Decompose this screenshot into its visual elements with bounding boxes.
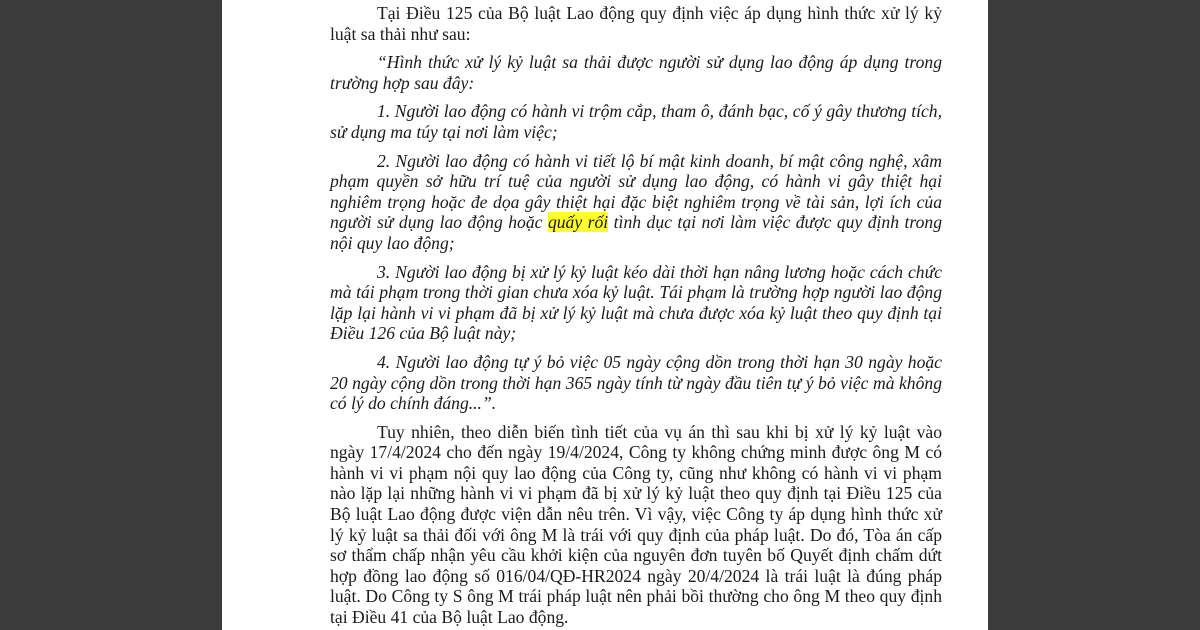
intro-paragraph: Tại Điều 125 của Bộ luật Lao động quy định việc áp dụng hình thức xử lý kỷ luật sa thải như sau:: [330, 3, 942, 44]
list-item-3: 3. Người lao động bị xử lý kỷ luật kéo dài thời hạn nâng lương hoặc cách chức mà tái phạm trong thời gian chưa xóa kỷ luật. Tái phạm là trường hợp người lao động lặp lại hành vi vi phạm đã bị xử lý kỷ luật mà chưa được xóa kỷ luật theo quy định tại Điều 126 của Bộ luật này;: [330, 261, 942, 344]
list-item-4: 4. Người lao động tự ý bỏ việc 05 ngày cộng dồn trong thời hạn 30 ngày hoặc 20 ngày cộng dồn trong thời hạn 365 ngày tính từ ngày đầu tiên tự ý bỏ việc mà không có lý do chính đáng...”.: [330, 351, 942, 414]
list-item-2-text-before: 2. Người lao động có hành vi tiết lộ bí mật kinh doanh, bí mật công nghệ, xâm phạm quyền sở hữu trí tuệ của người sử dụng lao động, có hành vi gây thiệt hại nghiêm trọng hoặc đe dọa gây thiệt hại đặc biệt nghiêm trọng về tài sản, lợi ích của người sử dụng lao động hoặc: [330, 150, 942, 233]
document-body: [330, 0, 942, 628]
conclusion-paragraph: Tuy nhiên, theo diễn biến tình tiết của vụ án thì sau khi bị xử lý kỷ luật vào ngày 17/4/2024 cho đến ngày 19/4/2024, Công ty không chứng minh được ông M có hành vi vi phạm nội quy lao động của Công ty, cũng như không có hành vi vi phạm nào lặp lại những hành vi vi phạm đã bị xử lý kỷ luật theo quy định tại Điều 125 của Bộ luật Lao động được viện dẫn nêu trên. Vì vậy, việc Công ty áp dụng hình thức xử lý kỷ luật sa thải đối với ông M là trái với quy định của pháp luật. Do đó, Tòa án cấp sơ thẩm chấp nhận yêu cầu khởi kiện của nguyên đơn tuyên bố Quyết định chấm dứt hợp đồng lao động số 016/04/QĐ-HR2024 ngày 20/4/2024 là trái luật là đúng pháp luật. Do Công ty S ông M trái pháp luật nên phải bồi thường cho ông M theo quy định tại Điều 41 của Bộ luật Lao động.: [330, 421, 942, 628]
list-item-2: [330, 151, 942, 254]
list-item-1: 1. Người lao động có hành vi trộm cắp, tham ô, đánh bạc, cố ý gây thương tích, sử dụng ma túy tại nơi làm việc;: [330, 101, 942, 142]
document-page: [222, 0, 988, 630]
quote-intro-paragraph: “Hình thức xử lý kỷ luật sa thải được người sử dụng lao động áp dụng trong trường hợp sau đây:: [330, 52, 942, 93]
list-item-2-text-after: tình dục tại nơi làm việc được quy định trong nội quy lao động;: [330, 212, 942, 253]
highlighted-phrase: quấy rối: [547, 212, 609, 233]
